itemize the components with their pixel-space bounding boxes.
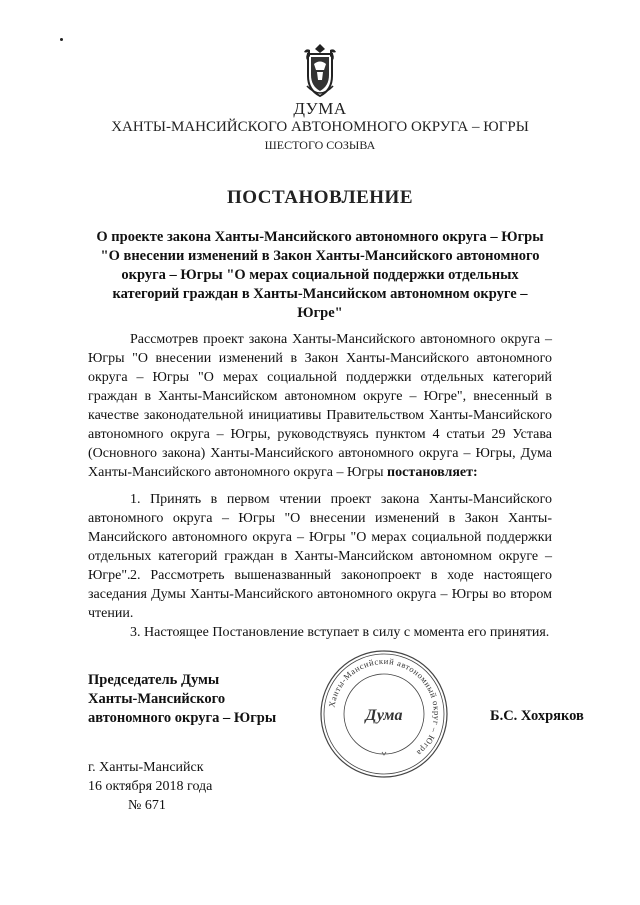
document-number: № 671 (128, 798, 166, 813)
signatory-position-line: Ханты-Мансийского (88, 691, 226, 707)
signatory-position (88, 671, 276, 728)
place: г. Ханты-Мансийск (88, 760, 204, 775)
official-seal (318, 648, 450, 780)
scan-speck (60, 38, 63, 41)
okrug-heading: ХАНТЫ-МАНСИЙСКОГО АВТОНОМНОГО ОКРУГА – ЮГРЫ (111, 119, 529, 135)
intro-paragraph (88, 330, 552, 482)
signatory-position-line: автономного округа – Югры (88, 710, 277, 726)
intro-text: Рассмотрев проект закона Ханты-Мансийского автономного округа – Югры "О внесении изменений в Закон Ханты-Мансийского автономного округа – Югры "О мерах социальной поддержки отдельных категорий граждан в Ханты-Мансийском автономном округе – Югре", внесенный в качестве законодательной инициативы Правительством Ханты-Мансийского автономного округа – Югры, руководствуясь пунктом 4 статьи 29 Устава (Основного закона) Ханты-Мансийского автономного округа – Югры, Дума Ханты-Мансийского автономного округа – Югры (88, 332, 552, 480)
resolution-item-1: 1. Принять в первом чтении проект закона Ханты-Мансийского автономного округа – Югры "О внесении изменений в Закон Ханты-Мансийского автономного округа – Югры "О мерах социальной поддержки отдельных категорий граждан в Ханты-Мансийском автономном округе – Югре". (88, 492, 552, 583)
document-footer (88, 758, 212, 815)
document-subject: О проекте закона Ханты-Мансийского автономного округа – Югры "О внесении изменений в Закон Ханты-Мансийского автономного округа – Югры "О мерах социальной поддержки отдельных категорий граждан в Ханты-Мансийском автономном округе – Югре" (96, 229, 544, 321)
coat-of-arms-icon (299, 40, 341, 100)
seal-center-text: Дума (365, 707, 403, 724)
seal-ring-text: Ханты-Мансийский автономный округ – Югра (326, 655, 443, 759)
date: 16 октября 2018 года (88, 779, 213, 794)
resolution-item-2: 2. Рассмотреть вышеназванный законопроект в ходе настоящего заседания Думы Ханты-Мансийского автономного округа – Югры во втором чтении. (88, 568, 552, 621)
signer-name: Б.С. Хохряков (490, 708, 584, 724)
convocation-heading: ШЕСТОГО СОЗЫВА (264, 138, 376, 152)
document-title: ПОСТАНОВЛЕНИЕ (226, 187, 414, 208)
resolves-word: постановляет: (387, 465, 478, 480)
duma-heading: ДУМА (293, 99, 347, 118)
signatory-position-line: Председатель Думы (88, 672, 220, 688)
resolution-item-3: 3. Настоящее Постановление вступает в силу с момента его принятия. (130, 625, 550, 640)
